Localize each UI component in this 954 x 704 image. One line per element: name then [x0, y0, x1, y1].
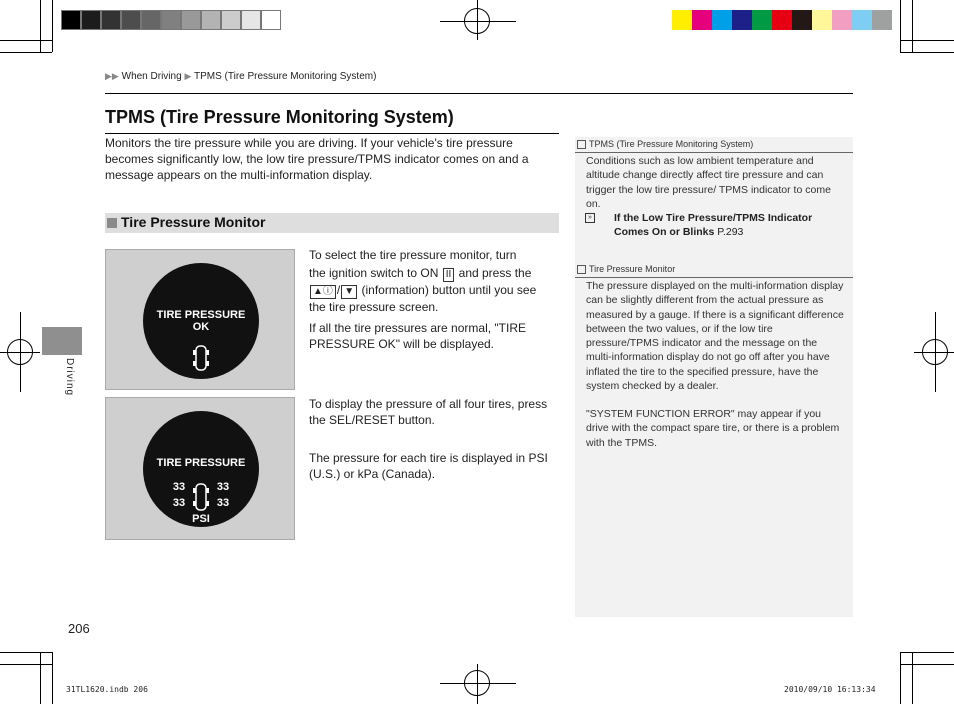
- color-swatch: [201, 10, 221, 30]
- color-swatch: [121, 10, 141, 30]
- section-title: Tire Pressure Monitor: [121, 214, 266, 230]
- section-marker-icon: [107, 218, 117, 228]
- header-rule: [105, 93, 853, 94]
- note2-text-additional: "SYSTEM FUNCTION ERROR" may appear if you drive with the compact spare tire, or there is a problem with the TPMS.: [586, 408, 840, 449]
- tire-fl-value: 33: [172, 481, 186, 493]
- instruction-text: the ignition switch to ON: [309, 266, 439, 280]
- note-rule: [575, 277, 853, 278]
- color-swatch: [852, 10, 872, 30]
- color-swatch: [832, 10, 852, 30]
- tire-pressure-ok-display: [105, 249, 295, 390]
- instruction-select-monitor: [309, 247, 555, 315]
- car-top-view-icon: [193, 345, 209, 371]
- note2-title: Tire Pressure Monitor: [589, 264, 676, 274]
- footer-file: 31TL1620.indb 206: [66, 685, 148, 694]
- arrow-icon: ▶: [184, 71, 192, 81]
- note1-ref-block: [614, 211, 844, 240]
- color-swatch: [161, 10, 181, 30]
- display-title: TIRE PRESSURE: [156, 457, 246, 469]
- note-rule: [575, 152, 853, 153]
- chapter-tab-label: Driving: [64, 358, 75, 397]
- color-swatch: [712, 10, 732, 30]
- page-title: TPMS (Tire Pressure Monitoring System): [105, 107, 454, 127]
- arrow-icon: ▶▶: [105, 71, 119, 81]
- note2-text: The pressure displayed on the multi-information display can be slightly different from the actual pressure as measured by a gauge. If there is a significant difference between the two values, or if the low tire pressure/TPMS indicator and the message on the multi-information display do not go off after you have inflated the tire to the specified pressure, have the system checked by a dealer.: [586, 280, 844, 393]
- breadcrumb: [105, 71, 376, 82]
- instruction-units: The pressure for each tire is displayed in PSI (U.S.) or kPa (Canada).: [309, 451, 548, 481]
- tire-rl-value: 33: [172, 497, 186, 509]
- display-title: TIRE PRESSURE: [156, 309, 246, 321]
- page-number: 206: [68, 621, 90, 636]
- color-swatch: [672, 10, 692, 30]
- color-swatch: [241, 10, 261, 30]
- color-swatch: [772, 10, 792, 30]
- color-swatch: [221, 10, 241, 30]
- color-swatch: [101, 10, 121, 30]
- info-up-button-icon: ▲ⓘ: [310, 285, 336, 299]
- color-swatch: [261, 10, 281, 30]
- color-swatch: [692, 10, 712, 30]
- pressure-unit: PSI: [192, 513, 210, 525]
- instruction-pressure-ok: If all the tire pressures are normal, "TIRE PRESSURE OK" will be displayed.: [309, 321, 527, 351]
- ignition-key-icon: II: [443, 268, 455, 282]
- note1-ref-label: If the Low Tire Pressure/TPMS Indicator Comes On or Blinks: [614, 212, 813, 239]
- instruction-text: (information) button until you see the tire pressure screen.: [309, 283, 537, 314]
- note-icon: [577, 140, 586, 149]
- note1-title: TPMS (Tire Pressure Monitoring System): [589, 139, 754, 149]
- instruction-line: To select the tire pressure monitor, turn: [309, 248, 517, 262]
- title-rule: [105, 133, 559, 134]
- color-swatch: [141, 10, 161, 30]
- tire-pressure-values-display: [105, 397, 295, 540]
- instruction-text: and press the: [458, 266, 532, 280]
- reference-arrow-icon: »: [585, 213, 595, 223]
- section-header: [105, 213, 559, 233]
- note-icon: [577, 265, 586, 274]
- note1-text: Conditions such as low ambient temperature and altitude change directly affect tire pressure and can trigger the low tire pressure/ TPMS indicator to come on.: [586, 155, 831, 210]
- instruction-display-all: To display the pressure of all four tires, press the SEL/RESET button.: [309, 397, 548, 427]
- breadcrumb-item-tpms[interactable]: TPMS (Tire Pressure Monitoring System): [193, 71, 377, 82]
- display-screen: [143, 411, 259, 527]
- display-status: OK: [192, 321, 210, 333]
- color-swatch: [81, 10, 101, 30]
- color-swatch: [812, 10, 832, 30]
- footer-timestamp: 2010/09/10 16:13:34: [784, 685, 876, 694]
- display-screen: [143, 263, 259, 379]
- color-swatch: [792, 10, 812, 30]
- color-swatch: [752, 10, 772, 30]
- breadcrumb-item-driving[interactable]: When Driving: [121, 71, 182, 82]
- note-title: [577, 264, 675, 274]
- color-swatch: [872, 10, 892, 30]
- note-title: [577, 139, 753, 149]
- chapter-tab: [42, 327, 82, 355]
- car-top-view-icon: [193, 483, 209, 511]
- info-down-button-icon: ▼: [341, 285, 357, 299]
- color-swatch: [181, 10, 201, 30]
- intro-text: Monitors the tire pressure while you are driving. If your vehicle's tire pressure becomes significantly low, the low tire pressure/TPMS indicator comes on and a message appears on the multi-information display.: [105, 136, 529, 182]
- tire-rr-value: 33: [216, 497, 230, 509]
- slash-separator: /: [336, 283, 341, 297]
- notes-panel: [575, 137, 853, 617]
- tire-fr-value: 33: [216, 481, 230, 493]
- color-swatch: [61, 10, 81, 30]
- color-swatch: [732, 10, 752, 30]
- note1-ref-page: P.293: [717, 226, 744, 239]
